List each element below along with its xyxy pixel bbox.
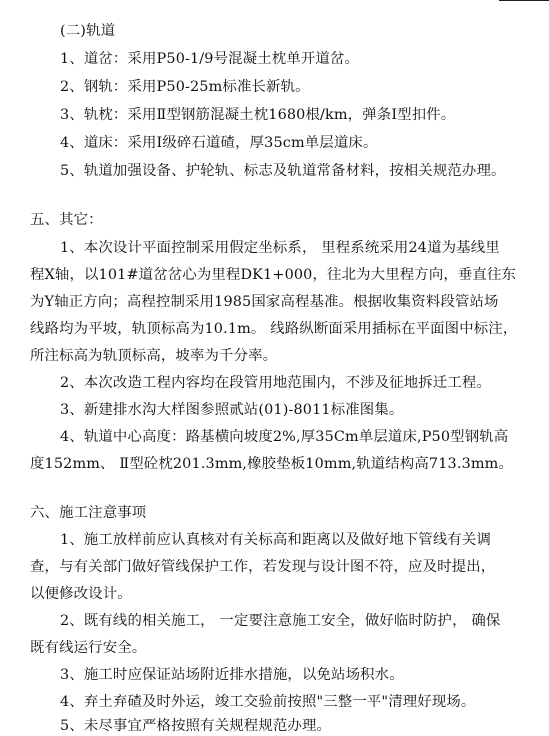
track-item-ballast-bed: 4、道床：采用Ⅰ级碎石道碴，厚35cm单层道床。 xyxy=(60,135,378,151)
other-p4-line2: 度152mm、 Ⅱ型砼枕201.3mm,橡胶垫板10mm,轨道结构高713.3mm。 xyxy=(30,456,514,472)
notes-p1-line3: 以便修改设计。 xyxy=(30,586,132,602)
track-item-reinforcement: 5、轨道加强设备、护轮轨、标志及轨道常备材料，按相关规范办理。 xyxy=(60,163,506,179)
notes-p3: 3、施工时应保证站场附近排水措施，以免站场积水。 xyxy=(60,667,404,683)
other-p3: 3、新建排水沟大样图参照贰站(01)-8011标准图集。 xyxy=(60,402,404,418)
notes-p2-line1: 2、既有线的相关施工， 一定要注意施工安全，做好临时防护， 确保 xyxy=(60,613,501,629)
track-item-sleeper: 3、轨枕：采用Ⅱ型钢筋混凝土枕1680根/km，弹条Ⅰ型扣件。 xyxy=(60,107,456,123)
other-p1-line3: 为Y轴正方向；高程控制采用1985国家高程基准。根据收集资料段管站场 xyxy=(30,294,499,310)
notes-p2-line2: 既有线运行安全。 xyxy=(30,640,147,656)
track-item-turnout: 1、道岔：采用P50-1/9号混凝土枕单开道岔。 xyxy=(60,51,360,67)
notes-p1-line1: 1、施工放样前应认真核对有关标高和距离以及做好地下管线有关调 xyxy=(60,532,491,548)
other-p1-line4: 线路均为平坡，轨顶标高为10.1m。 线路纵断面采用插标在平面图中标注， xyxy=(30,321,518,337)
section-heading-other: 五、其它： xyxy=(30,212,103,228)
other-p1-line1: 1、本次设计平面控制采用假定坐标系， 里程系统采用24道为基线里 xyxy=(60,240,500,256)
notes-p1-line2: 查，与有关部门做好管线保护工作，若发现与设计图不符，应及时提出， xyxy=(30,559,496,575)
other-p1-line2: 程X轴，以101#道岔岔心为里程DK1+000，往北为大里程方向，垂直往东 xyxy=(30,267,517,283)
notes-p4: 4、弃土弃碴及时外运，竣工交验前按照"三整一平"清理好现场。 xyxy=(60,694,476,710)
other-p4-line1: 4、轨道中心高度：路基横向坡度2%,厚35Cm单层道床,P50型钢轨高 xyxy=(60,429,509,445)
section-heading-track: (二)轨道 xyxy=(60,23,116,39)
other-p1-line5: 所注标高为轨顶标高，坡率为千分率。 xyxy=(30,348,278,364)
notes-p5: 5、未尽事宜严格按照有关规程规范办理。 xyxy=(60,718,332,734)
section-heading-construction-notes: 六、施工注意事项 xyxy=(30,505,147,521)
track-item-rail: 2、钢轨：采用P50-25m标准长新轨。 xyxy=(60,79,310,95)
other-p2: 2、本次改造工程内容均在段管用地范围内，不涉及征地拆迁工程。 xyxy=(60,375,491,391)
